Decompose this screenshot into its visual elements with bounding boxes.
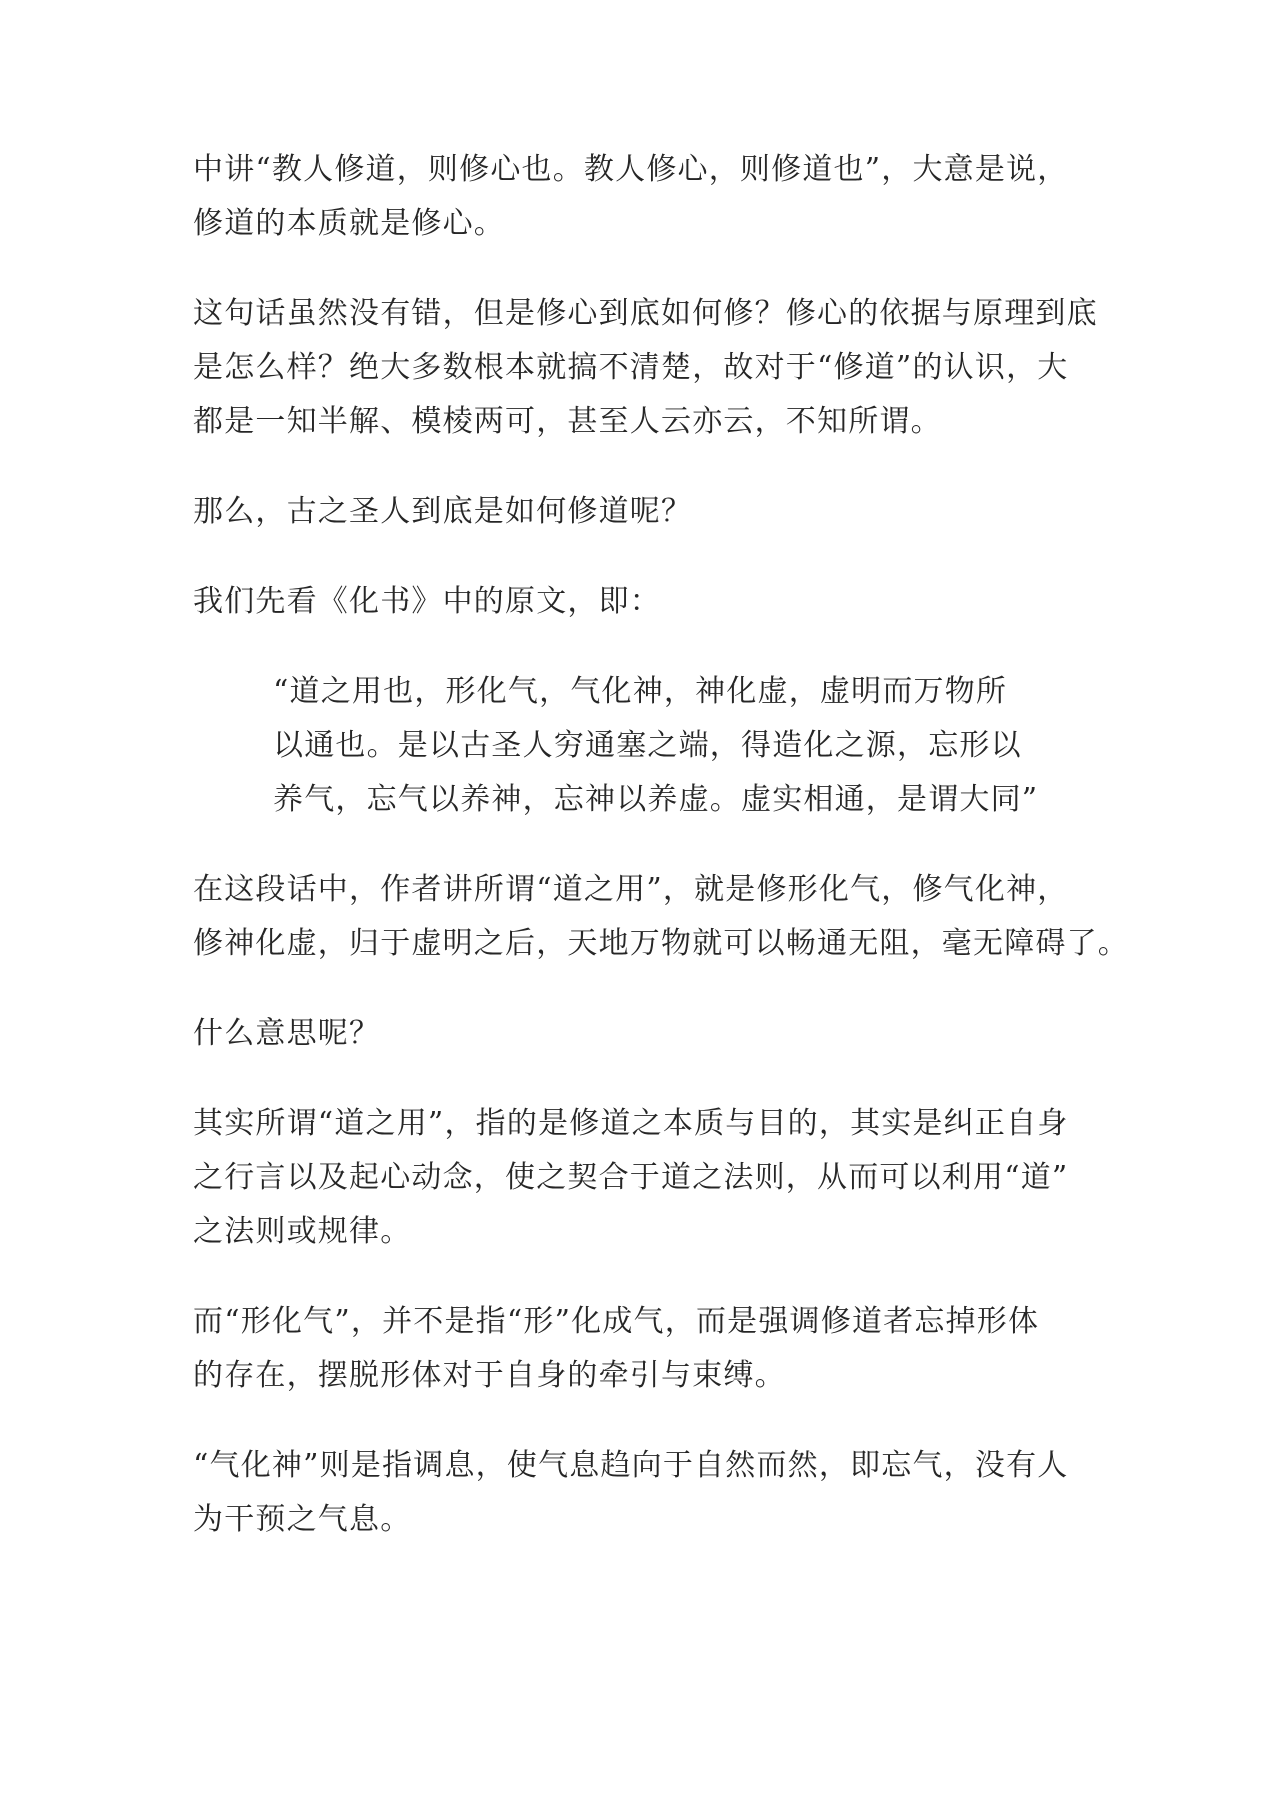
paragraph-source [193,575,1083,629]
text-line: 其实所谓“道之用”，指的是修道之本质与目的，其实是纠正自身 [193,1106,1069,1141]
text-line: 之法则或规律。 [193,1214,412,1249]
text-line: 中讲“教人修道，则修心也。教人修心，则修道也”，大意是说， [193,152,1069,187]
text-line: 修道的本质就是修心。 [193,206,505,241]
text-line: 而“形化气”，并不是指“形”化成气，而是强调修道者忘掉形体 [193,1304,1040,1339]
paragraph-explanation [193,863,1129,971]
text-line: 为干预之气息。 [193,1502,412,1537]
quote-block [273,665,1039,827]
text-line: 修神化虚，归于虚明之后，天地万物就可以畅通无阻，毫无障碍了。 [193,926,1129,961]
text-line: 我们先看《化书》中的原文，即： [193,584,661,619]
paragraph-intro [193,143,1083,251]
text-line: 这句话虽然没有错，但是修心到底如何修？修心的依据与原理到底 [193,296,1098,331]
quote-line: 养气，忘气以养神，忘神以养虚。虚实相通，是谓大同” [273,782,1039,817]
paragraph-sage [193,485,1083,539]
text-line: 都是一知半解、模棱两可，甚至人云亦云，不知所谓。 [193,404,942,439]
text-line: “气化神”则是指调息，使气息趋向于自然而然，即忘气，没有人 [193,1448,1069,1483]
text-line: 那么，古之圣人到底是如何修道呢？ [193,494,693,529]
paragraph-qi-to-spirit [193,1439,1083,1547]
paragraph-meaning [193,1007,1083,1061]
quote-line: 以通也。是以古圣人穷通塞之端，得造化之源，忘形以 [273,728,1022,763]
text-line: 之行言以及起心动念，使之契合于道之法则，从而可以利用“道” [193,1160,1069,1195]
paragraph-form-to-qi [193,1295,1083,1403]
text-line: 什么意思呢？ [193,1016,381,1051]
quote-line: “道之用也，形化气，气化神，神化虚，虚明而万物所 [273,674,1008,709]
text-line: 在这段话中，作者讲所谓“道之用”，就是修形化气，修气化神， [193,872,1069,907]
text-line: 的存在，摆脱形体对于自身的牵引与束缚。 [193,1358,786,1393]
paragraph-question [193,287,1098,449]
text-line: 是怎么样？绝大多数根本就搞不清楚，故对于“修道”的认识，大 [193,350,1069,385]
paragraph-dao-use [193,1097,1083,1259]
